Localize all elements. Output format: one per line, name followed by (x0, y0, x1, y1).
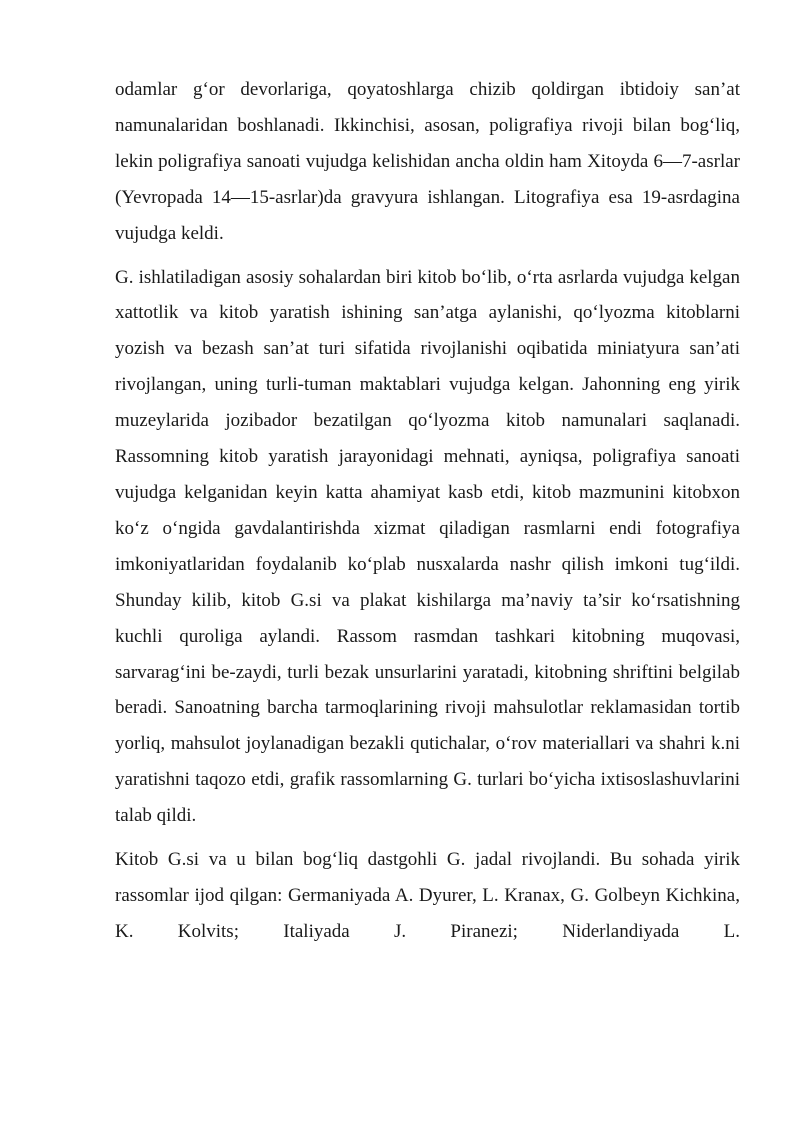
paragraph-1: odamlar g‘or devorlariga, qoyatoshlarga chizib qoldirgan ibtidoiy san’at namunalaridan boshlanadi. Ikkinchisi, asosan, poligrafiya rivoji bilan bog‘liq, lekin poligrafiya sanoati vujudga kelishidan ancha oldin ham Xitoyda 6—7-asrlar (Yevropada 14—15-asrlar)da gravyura ishlangan. Litografiya esa 19-asrdagina vujudga keldi. (115, 79, 740, 244)
paragraph-2: G. ishlatiladigan asosiy sohalardan biri kitob bo‘lib, o‘rta asrlarda vujudga kelgan xattotlik va kitob yaratish ishining san’atga aylanishi, qo‘lyozma kitoblarni yozish va bezash san’at turi sifatida rivojlanishi oqibatida miniatyura san’ati rivojlangan, uning turli-tuman maktablari vujudga kelgan. Jahonning eng yirik muzeylarida jozibador bezatilgan qo‘lyozma kitob namunalari saqlanadi. Rassomning kitob yaratish jarayonidagi mehnati, ayniqsa, poligrafiya sanoati vujudga kelganidan keyin katta ahamiyat kasb etdi, kitob mazmunini kitobxon ko‘z o‘ngida gavdalantirishda xizmat qiladigan rasmlarni endi fotografiya imkoniyatlaridan foydalanib ko‘plab nusxalarda nashr qilish imkoni tug‘ildi. Shunday kilib, kitob G.si va plakat kishilarga ma’naviy ta’sir ko‘rsatishning kuchli quroliga aylandi. Rassom rasmdan tashkari kitobning muqovasi, sarvarag‘ini be-zaydi, turli bezak unsurlarini yaratadi, kitobning shriftini belgilab beradi. Sanoatning barcha tarmoqlarining rivoji mahsulotlar reklamasidan tortib yorliq, mahsulot joylanadigan bezakli qutichalar, o‘rov materiallari va shahri k.ni yaratishni taqozo etdi, grafik rassomlarning G. turlari bo‘yicha ixtisoslashuvlarini talab qildi. (115, 266, 740, 827)
paragraph-3: Kitob G.si va u bilan bog‘liq dastgohli G. jadal rivojlandi. Bu sohada yirik rassomlar ijod qilgan: Germaniyada A. Dyurer, L. Kranax, G. Golbeyn Kichkina, K. Kolvits; Italiyada J. Piranezi; Niderlandiyada L. (115, 849, 740, 942)
document-page (115, 72, 740, 958)
